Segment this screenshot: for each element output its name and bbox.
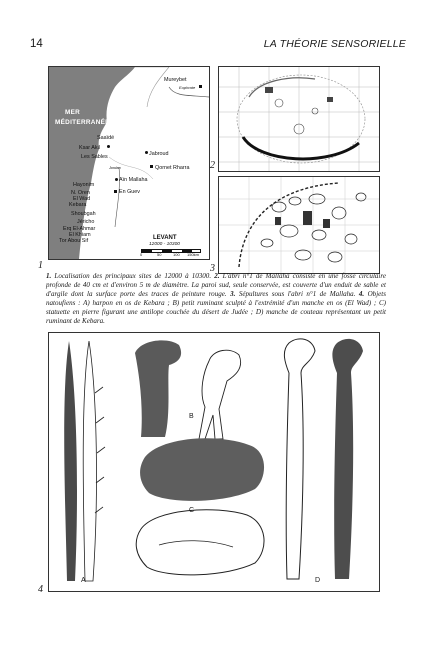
river-label: Euphrate	[179, 85, 196, 90]
site-label: Les Sables	[81, 154, 108, 160]
legend-range: 12000 - 10300	[149, 242, 180, 247]
object-label-c: C	[189, 507, 195, 514]
caption-text-2: L'abri n°1 de Mallaha consiste en une fosse circulaire profonde de 40 cm et d'environ 5 m de diamètre. La paroi sud, seule conservée, est couverte d'un enduit de sable et d'argile dont la surface porte des traces de peinture rouge.	[46, 272, 386, 298]
shelter-plan-drawing	[219, 67, 379, 171]
site-marker	[199, 85, 202, 88]
caption-num-1: 1.	[46, 272, 52, 280]
site-map-panel	[48, 66, 210, 260]
object-label-d: D	[315, 577, 321, 584]
figure-number-3: 3	[210, 263, 215, 274]
scale-tick: 100	[173, 252, 180, 257]
site-label: Qornet Rharra	[155, 165, 190, 171]
running-title: LA THÉORIE SENSORIELLE	[263, 38, 406, 50]
burials-plan-panel	[218, 176, 380, 274]
site-label: Tor Abou Sif	[59, 238, 89, 244]
figure-number-2: 2	[210, 160, 215, 171]
site-label: Jabroud	[149, 151, 169, 157]
site-label: Aïn Mallaha	[119, 177, 148, 183]
site-label: Erq El-Ahmar	[63, 226, 96, 232]
site-label: Jéricho	[77, 219, 95, 225]
site-marker	[150, 165, 153, 168]
site-label: El Wad	[73, 196, 91, 202]
shelter-plan-panel	[218, 66, 380, 172]
caption-num-3: 3.	[230, 289, 236, 298]
figure-caption	[46, 272, 386, 325]
site-marker	[145, 151, 148, 154]
caption-text-4: Objets natoufiens : A) harpon en os de Kebara ; B) petit ruminant sculpté à l'extrémité d'un manche en os (El Wad) ; C) statuette en pierre figurant une antilope couchée du désert de Judée ; D) manche de couteau représentant un petit ruminant de Kebara.	[46, 289, 386, 325]
page-number: 14	[30, 38, 43, 50]
scale-tick: 50	[157, 252, 162, 257]
natufian-objects-drawing	[49, 333, 379, 591]
figure-number-4: 4	[38, 584, 43, 595]
site-label: Shoubgah	[71, 211, 96, 217]
site-label: N. Oren	[71, 190, 90, 196]
caption-num-2: 2.	[214, 272, 220, 280]
sea-label-1: MER	[65, 109, 81, 116]
object-label-a: A	[81, 577, 86, 584]
legend-title: LEVANT	[153, 235, 177, 241]
map-legend	[135, 235, 205, 257]
site-label: Kebara	[69, 202, 87, 208]
site-marker	[107, 145, 110, 148]
site-label: Hayonim	[73, 182, 95, 188]
site-marker	[114, 190, 117, 193]
caption-text-1: Localisation des principaux sites de 12000 à 10300.	[51, 272, 215, 280]
object-label-b: B	[189, 413, 194, 420]
scale-tick: 150km	[187, 252, 200, 257]
objects-panel	[48, 332, 380, 592]
figure-number-1: 1	[38, 260, 43, 271]
site-label: En Guev	[119, 189, 140, 195]
burials-plan-drawing	[219, 177, 379, 273]
caption-num-4: 4.	[358, 289, 365, 298]
sea-label-2: MÉDITERRANÉE	[55, 119, 110, 126]
site-label: Saaïdé	[97, 135, 115, 141]
site-label: Mureybet	[164, 77, 187, 83]
site-label: Ksar Akil	[79, 145, 100, 151]
site-marker	[115, 178, 118, 181]
scale-tick: 0	[140, 252, 143, 257]
caption-text-3: Sépultures sous l'abri n°1 de Mallaha.	[235, 289, 359, 298]
site-label: El Khiam	[69, 232, 91, 238]
river-label: Jordan	[109, 166, 121, 170]
